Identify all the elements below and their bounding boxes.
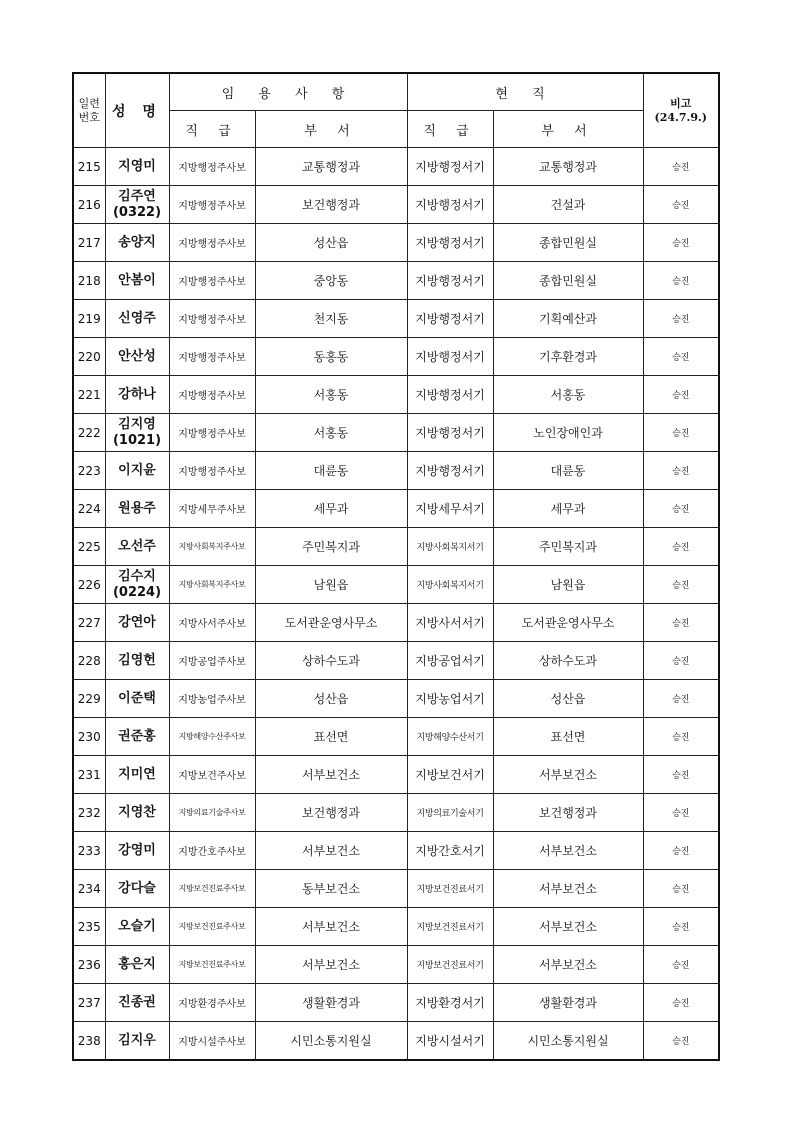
cell-name bbox=[105, 262, 169, 300]
cell-note: 승진 bbox=[643, 376, 719, 414]
cell-current-grade: 지방농업서기 bbox=[407, 680, 493, 718]
cell-appointment-dept: 도서관운영사무소 bbox=[255, 604, 407, 642]
cell-serial-number: 219 bbox=[73, 300, 105, 338]
cell-serial-number: 223 bbox=[73, 452, 105, 490]
cell-appointment-dept: 성산읍 bbox=[255, 680, 407, 718]
cell-appointment-dept: 천지동 bbox=[255, 300, 407, 338]
cell-appointment-dept: 시민소통지원실 bbox=[255, 1022, 407, 1061]
cell-name-text: 이지윤 bbox=[118, 462, 156, 478]
cell-name bbox=[105, 680, 169, 718]
cell-name-text: 강연아 bbox=[118, 614, 156, 630]
cell-note: 승진 bbox=[643, 680, 719, 718]
cell-serial-number: 234 bbox=[73, 870, 105, 908]
cell-name-text: 지영찬 bbox=[118, 804, 156, 820]
cell-name-text: 안산성 bbox=[118, 348, 156, 364]
cell-current-grade: 지방보건서기 bbox=[407, 756, 493, 794]
cell-name-text: 지미연 bbox=[118, 766, 156, 782]
table-row bbox=[73, 908, 719, 946]
header-current-position: 현 직 bbox=[407, 73, 643, 111]
cell-name-text: 강하나 bbox=[118, 386, 156, 402]
cell-name bbox=[105, 452, 169, 490]
cell-current-dept: 표선면 bbox=[493, 718, 643, 756]
cell-appointment-grade: 지방사회복지주사보 bbox=[169, 566, 255, 604]
cell-appointment-grade: 지방간호주사보 bbox=[169, 832, 255, 870]
cell-appointment-dept: 서홍동 bbox=[255, 414, 407, 452]
cell-appointment-grade: 지방농업주사보 bbox=[169, 680, 255, 718]
cell-name-text: 이준택 bbox=[118, 690, 156, 706]
table-row bbox=[73, 528, 719, 566]
cell-note: 승진 bbox=[643, 604, 719, 642]
cell-current-dept: 서부보건소 bbox=[493, 908, 643, 946]
cell-current-dept: 건설과 bbox=[493, 186, 643, 224]
cell-name bbox=[105, 756, 169, 794]
cell-appointment-grade: 지방환경주사보 bbox=[169, 984, 255, 1022]
cell-name-text: 안봄이 bbox=[118, 272, 156, 288]
cell-note: 승진 bbox=[643, 224, 719, 262]
cell-name-text: 송양지 bbox=[118, 234, 156, 250]
cell-serial-number: 229 bbox=[73, 680, 105, 718]
cell-note: 승진 bbox=[643, 490, 719, 528]
cell-current-grade: 지방행정서기 bbox=[407, 262, 493, 300]
cell-name bbox=[105, 604, 169, 642]
cell-note: 승진 bbox=[643, 718, 719, 756]
cell-note: 승진 bbox=[643, 832, 719, 870]
table-row bbox=[73, 338, 719, 376]
table-row bbox=[73, 756, 719, 794]
header-appointment-grade: 직 급 bbox=[169, 111, 255, 148]
table-row bbox=[73, 832, 719, 870]
table-row bbox=[73, 300, 719, 338]
cell-appointment-dept: 상하수도과 bbox=[255, 642, 407, 680]
cell-note: 승진 bbox=[643, 338, 719, 376]
cell-note: 승진 bbox=[643, 794, 719, 832]
cell-note: 승진 bbox=[643, 642, 719, 680]
cell-serial-number: 227 bbox=[73, 604, 105, 642]
cell-note: 승진 bbox=[643, 1022, 719, 1061]
cell-current-dept: 서부보건소 bbox=[493, 832, 643, 870]
cell-note: 승진 bbox=[643, 566, 719, 604]
cell-appointment-grade: 지방행정주사보 bbox=[169, 148, 255, 186]
cell-serial-number: 235 bbox=[73, 908, 105, 946]
cell-name bbox=[105, 984, 169, 1022]
cell-current-grade: 지방행정서기 bbox=[407, 224, 493, 262]
cell-appointment-grade: 지방행정주사보 bbox=[169, 376, 255, 414]
cell-current-dept: 노인장애인과 bbox=[493, 414, 643, 452]
cell-name-text: 김지우 bbox=[118, 1032, 156, 1048]
cell-appointment-dept: 서홍동 bbox=[255, 376, 407, 414]
table-row bbox=[73, 718, 719, 756]
cell-current-grade: 지방세무서기 bbox=[407, 490, 493, 528]
cell-current-grade: 지방행정서기 bbox=[407, 300, 493, 338]
cell-note: 승진 bbox=[643, 984, 719, 1022]
cell-serial-number: 231 bbox=[73, 756, 105, 794]
cell-current-grade: 지방환경서기 bbox=[407, 984, 493, 1022]
cell-note: 승진 bbox=[643, 946, 719, 984]
cell-appointment-grade: 지방행정주사보 bbox=[169, 338, 255, 376]
cell-serial-number: 232 bbox=[73, 794, 105, 832]
header-appointment-dept: 부 서 bbox=[255, 111, 407, 148]
cell-appointment-dept: 세무과 bbox=[255, 490, 407, 528]
cell-current-dept: 서부보건소 bbox=[493, 756, 643, 794]
cell-current-grade: 지방사회복지서기 bbox=[407, 528, 493, 566]
cell-current-grade: 지방간호서기 bbox=[407, 832, 493, 870]
cell-current-grade: 지방보건진료서기 bbox=[407, 946, 493, 984]
table-row bbox=[73, 680, 719, 718]
cell-current-dept: 서홍동 bbox=[493, 376, 643, 414]
table-row bbox=[73, 566, 719, 604]
cell-name-text: 오슬기 bbox=[118, 918, 156, 934]
cell-serial-number: 226 bbox=[73, 566, 105, 604]
table-row bbox=[73, 224, 719, 262]
cell-name-text: 오선주 bbox=[118, 538, 156, 554]
header-appointment: 임 용 사 항 bbox=[169, 73, 407, 111]
table-row bbox=[73, 794, 719, 832]
cell-name-text: 김영헌 bbox=[118, 652, 156, 668]
cell-name-text: 권준홍 bbox=[118, 728, 156, 744]
cell-serial-number: 238 bbox=[73, 1022, 105, 1061]
cell-serial-number: 218 bbox=[73, 262, 105, 300]
cell-name-text: 진종권 bbox=[118, 994, 156, 1010]
cell-note: 승진 bbox=[643, 414, 719, 452]
header-note-label: 비고 bbox=[670, 96, 692, 110]
cell-serial-number: 222 bbox=[73, 414, 105, 452]
cell-appointment-dept: 서부보건소 bbox=[255, 908, 407, 946]
cell-appointment-grade: 지방행정주사보 bbox=[169, 300, 255, 338]
cell-current-dept: 교통행정과 bbox=[493, 148, 643, 186]
cell-serial-number: 216 bbox=[73, 186, 105, 224]
header-name: 성 명 bbox=[105, 73, 169, 148]
cell-current-dept: 종합민원실 bbox=[493, 262, 643, 300]
cell-name bbox=[105, 148, 169, 186]
cell-name-suffix: (0224) bbox=[112, 584, 162, 600]
cell-current-grade: 지방해양수산서기 bbox=[407, 718, 493, 756]
cell-appointment-dept: 동홍동 bbox=[255, 338, 407, 376]
cell-appointment-grade: 지방사서주사보 bbox=[169, 604, 255, 642]
cell-appointment-grade: 지방보건진료주사보 bbox=[169, 946, 255, 984]
table-row bbox=[73, 604, 719, 642]
cell-current-dept: 기후환경과 bbox=[493, 338, 643, 376]
cell-note: 승진 bbox=[643, 452, 719, 490]
cell-current-dept: 보건행정과 bbox=[493, 794, 643, 832]
cell-name bbox=[105, 338, 169, 376]
cell-name-text: 강영미 bbox=[118, 842, 156, 858]
cell-name bbox=[105, 566, 169, 604]
table-header bbox=[73, 73, 719, 148]
cell-appointment-dept: 서부보건소 bbox=[255, 832, 407, 870]
table-row bbox=[73, 186, 719, 224]
cell-serial-number: 233 bbox=[73, 832, 105, 870]
table-row bbox=[73, 148, 719, 186]
cell-current-dept: 생활환경과 bbox=[493, 984, 643, 1022]
cell-appointment-grade: 지방행정주사보 bbox=[169, 186, 255, 224]
cell-current-grade: 지방행정서기 bbox=[407, 376, 493, 414]
cell-current-dept: 시민소통지원실 bbox=[493, 1022, 643, 1061]
table-row bbox=[73, 1022, 719, 1061]
table-row bbox=[73, 262, 719, 300]
cell-name bbox=[105, 946, 169, 984]
cell-appointment-grade: 지방행정주사보 bbox=[169, 224, 255, 262]
cell-appointment-grade: 지방해양수산주사보 bbox=[169, 718, 255, 756]
cell-current-grade: 지방행정서기 bbox=[407, 338, 493, 376]
cell-appointment-grade: 지방공업주사보 bbox=[169, 642, 255, 680]
cell-name bbox=[105, 414, 169, 452]
cell-name bbox=[105, 376, 169, 414]
table-row bbox=[73, 376, 719, 414]
table-row bbox=[73, 490, 719, 528]
cell-appointment-grade: 지방보건진료주사보 bbox=[169, 870, 255, 908]
cell-current-dept: 도서관운영사무소 bbox=[493, 604, 643, 642]
cell-serial-number: 228 bbox=[73, 642, 105, 680]
cell-serial-number: 230 bbox=[73, 718, 105, 756]
table-row bbox=[73, 946, 719, 984]
cell-appointment-dept: 교통행정과 bbox=[255, 148, 407, 186]
cell-serial-number: 217 bbox=[73, 224, 105, 262]
cell-name bbox=[105, 224, 169, 262]
cell-appointment-dept: 동부보건소 bbox=[255, 870, 407, 908]
cell-note: 승진 bbox=[643, 756, 719, 794]
cell-name-text: 원용주 bbox=[118, 500, 156, 516]
header-current-dept: 부 서 bbox=[493, 111, 643, 148]
cell-name-text: 강다슬 bbox=[118, 880, 156, 896]
cell-note: 승진 bbox=[643, 262, 719, 300]
cell-current-grade: 지방행정서기 bbox=[407, 186, 493, 224]
cell-name bbox=[105, 300, 169, 338]
cell-appointment-dept: 서부보건소 bbox=[255, 756, 407, 794]
cell-current-dept: 대륜동 bbox=[493, 452, 643, 490]
table-row bbox=[73, 984, 719, 1022]
cell-appointment-grade: 지방행정주사보 bbox=[169, 262, 255, 300]
cell-note: 승진 bbox=[643, 870, 719, 908]
cell-appointment-dept: 남원읍 bbox=[255, 566, 407, 604]
table-row bbox=[73, 452, 719, 490]
cell-current-grade: 지방보건진료서기 bbox=[407, 908, 493, 946]
cell-name-text: 김지영 bbox=[118, 416, 156, 432]
cell-current-grade: 지방시설서기 bbox=[407, 1022, 493, 1061]
cell-current-dept: 서부보건소 bbox=[493, 946, 643, 984]
cell-name bbox=[105, 718, 169, 756]
personnel-table bbox=[72, 72, 720, 1061]
cell-current-dept: 세무과 bbox=[493, 490, 643, 528]
cell-appointment-grade: 지방의료기술주사보 bbox=[169, 794, 255, 832]
cell-current-grade: 지방사회복지서기 bbox=[407, 566, 493, 604]
cell-appointment-dept: 중앙동 bbox=[255, 262, 407, 300]
cell-name bbox=[105, 832, 169, 870]
cell-appointment-grade: 지방행정주사보 bbox=[169, 452, 255, 490]
cell-name-suffix: (1021) bbox=[112, 432, 162, 448]
cell-current-grade: 지방행정서기 bbox=[407, 148, 493, 186]
cell-serial-number: 220 bbox=[73, 338, 105, 376]
cell-current-dept: 상하수도과 bbox=[493, 642, 643, 680]
cell-name-text: 김주연 bbox=[118, 188, 156, 204]
cell-appointment-dept: 주민복지과 bbox=[255, 528, 407, 566]
cell-appointment-dept: 서부보건소 bbox=[255, 946, 407, 984]
cell-name bbox=[105, 186, 169, 224]
cell-name-text: 홍은지 bbox=[118, 956, 156, 972]
table-body bbox=[73, 148, 719, 1061]
cell-note: 승진 bbox=[643, 300, 719, 338]
cell-name bbox=[105, 642, 169, 680]
cell-serial-number: 237 bbox=[73, 984, 105, 1022]
cell-appointment-grade: 지방세무주사보 bbox=[169, 490, 255, 528]
cell-current-grade: 지방행정서기 bbox=[407, 452, 493, 490]
cell-current-grade: 지방행정서기 bbox=[407, 414, 493, 452]
cell-name-text: 지영미 bbox=[118, 158, 156, 174]
cell-note: 승진 bbox=[643, 186, 719, 224]
cell-appointment-grade: 지방사회복지주사보 bbox=[169, 528, 255, 566]
cell-current-dept: 주민복지과 bbox=[493, 528, 643, 566]
cell-appointment-dept: 표선면 bbox=[255, 718, 407, 756]
cell-current-dept: 종합민원실 bbox=[493, 224, 643, 262]
table-row bbox=[73, 414, 719, 452]
cell-name bbox=[105, 528, 169, 566]
cell-current-grade: 지방보건진료서기 bbox=[407, 870, 493, 908]
cell-current-grade: 지방의료기술서기 bbox=[407, 794, 493, 832]
cell-serial-number: 221 bbox=[73, 376, 105, 414]
cell-current-dept: 성산읍 bbox=[493, 680, 643, 718]
cell-note: 승진 bbox=[643, 148, 719, 186]
cell-current-dept: 서부보건소 bbox=[493, 870, 643, 908]
cell-name bbox=[105, 908, 169, 946]
cell-name bbox=[105, 490, 169, 528]
cell-serial-number: 225 bbox=[73, 528, 105, 566]
cell-appointment-dept: 보건행정과 bbox=[255, 794, 407, 832]
header-serial-number: 일련 번호 bbox=[73, 73, 105, 148]
cell-appointment-dept: 성산읍 bbox=[255, 224, 407, 262]
cell-current-grade: 지방공업서기 bbox=[407, 642, 493, 680]
cell-serial-number: 215 bbox=[73, 148, 105, 186]
cell-appointment-grade: 지방시설주사보 bbox=[169, 1022, 255, 1061]
cell-name-text: 김수지 bbox=[118, 568, 156, 584]
table-row bbox=[73, 870, 719, 908]
cell-current-grade: 지방사서서기 bbox=[407, 604, 493, 642]
cell-name bbox=[105, 1022, 169, 1061]
cell-serial-number: 224 bbox=[73, 490, 105, 528]
cell-appointment-dept: 생활환경과 bbox=[255, 984, 407, 1022]
header-note-date: (24.7.9.) bbox=[654, 110, 708, 124]
cell-name-text: 신영주 bbox=[118, 310, 156, 326]
cell-appointment-grade: 지방보건주사보 bbox=[169, 756, 255, 794]
cell-serial-number: 236 bbox=[73, 946, 105, 984]
cell-name bbox=[105, 870, 169, 908]
cell-name-suffix: (0322) bbox=[112, 204, 162, 220]
cell-note: 승진 bbox=[643, 528, 719, 566]
table-row bbox=[73, 642, 719, 680]
cell-current-dept: 남원읍 bbox=[493, 566, 643, 604]
cell-appointment-dept: 대륜동 bbox=[255, 452, 407, 490]
cell-current-dept: 기획예산과 bbox=[493, 300, 643, 338]
header-current-grade: 직 급 bbox=[407, 111, 493, 148]
cell-name bbox=[105, 794, 169, 832]
cell-appointment-dept: 보건행정과 bbox=[255, 186, 407, 224]
header-note bbox=[643, 73, 719, 148]
cell-note: 승진 bbox=[643, 908, 719, 946]
cell-appointment-grade: 지방행정주사보 bbox=[169, 414, 255, 452]
cell-appointment-grade: 지방보건진료주사보 bbox=[169, 908, 255, 946]
